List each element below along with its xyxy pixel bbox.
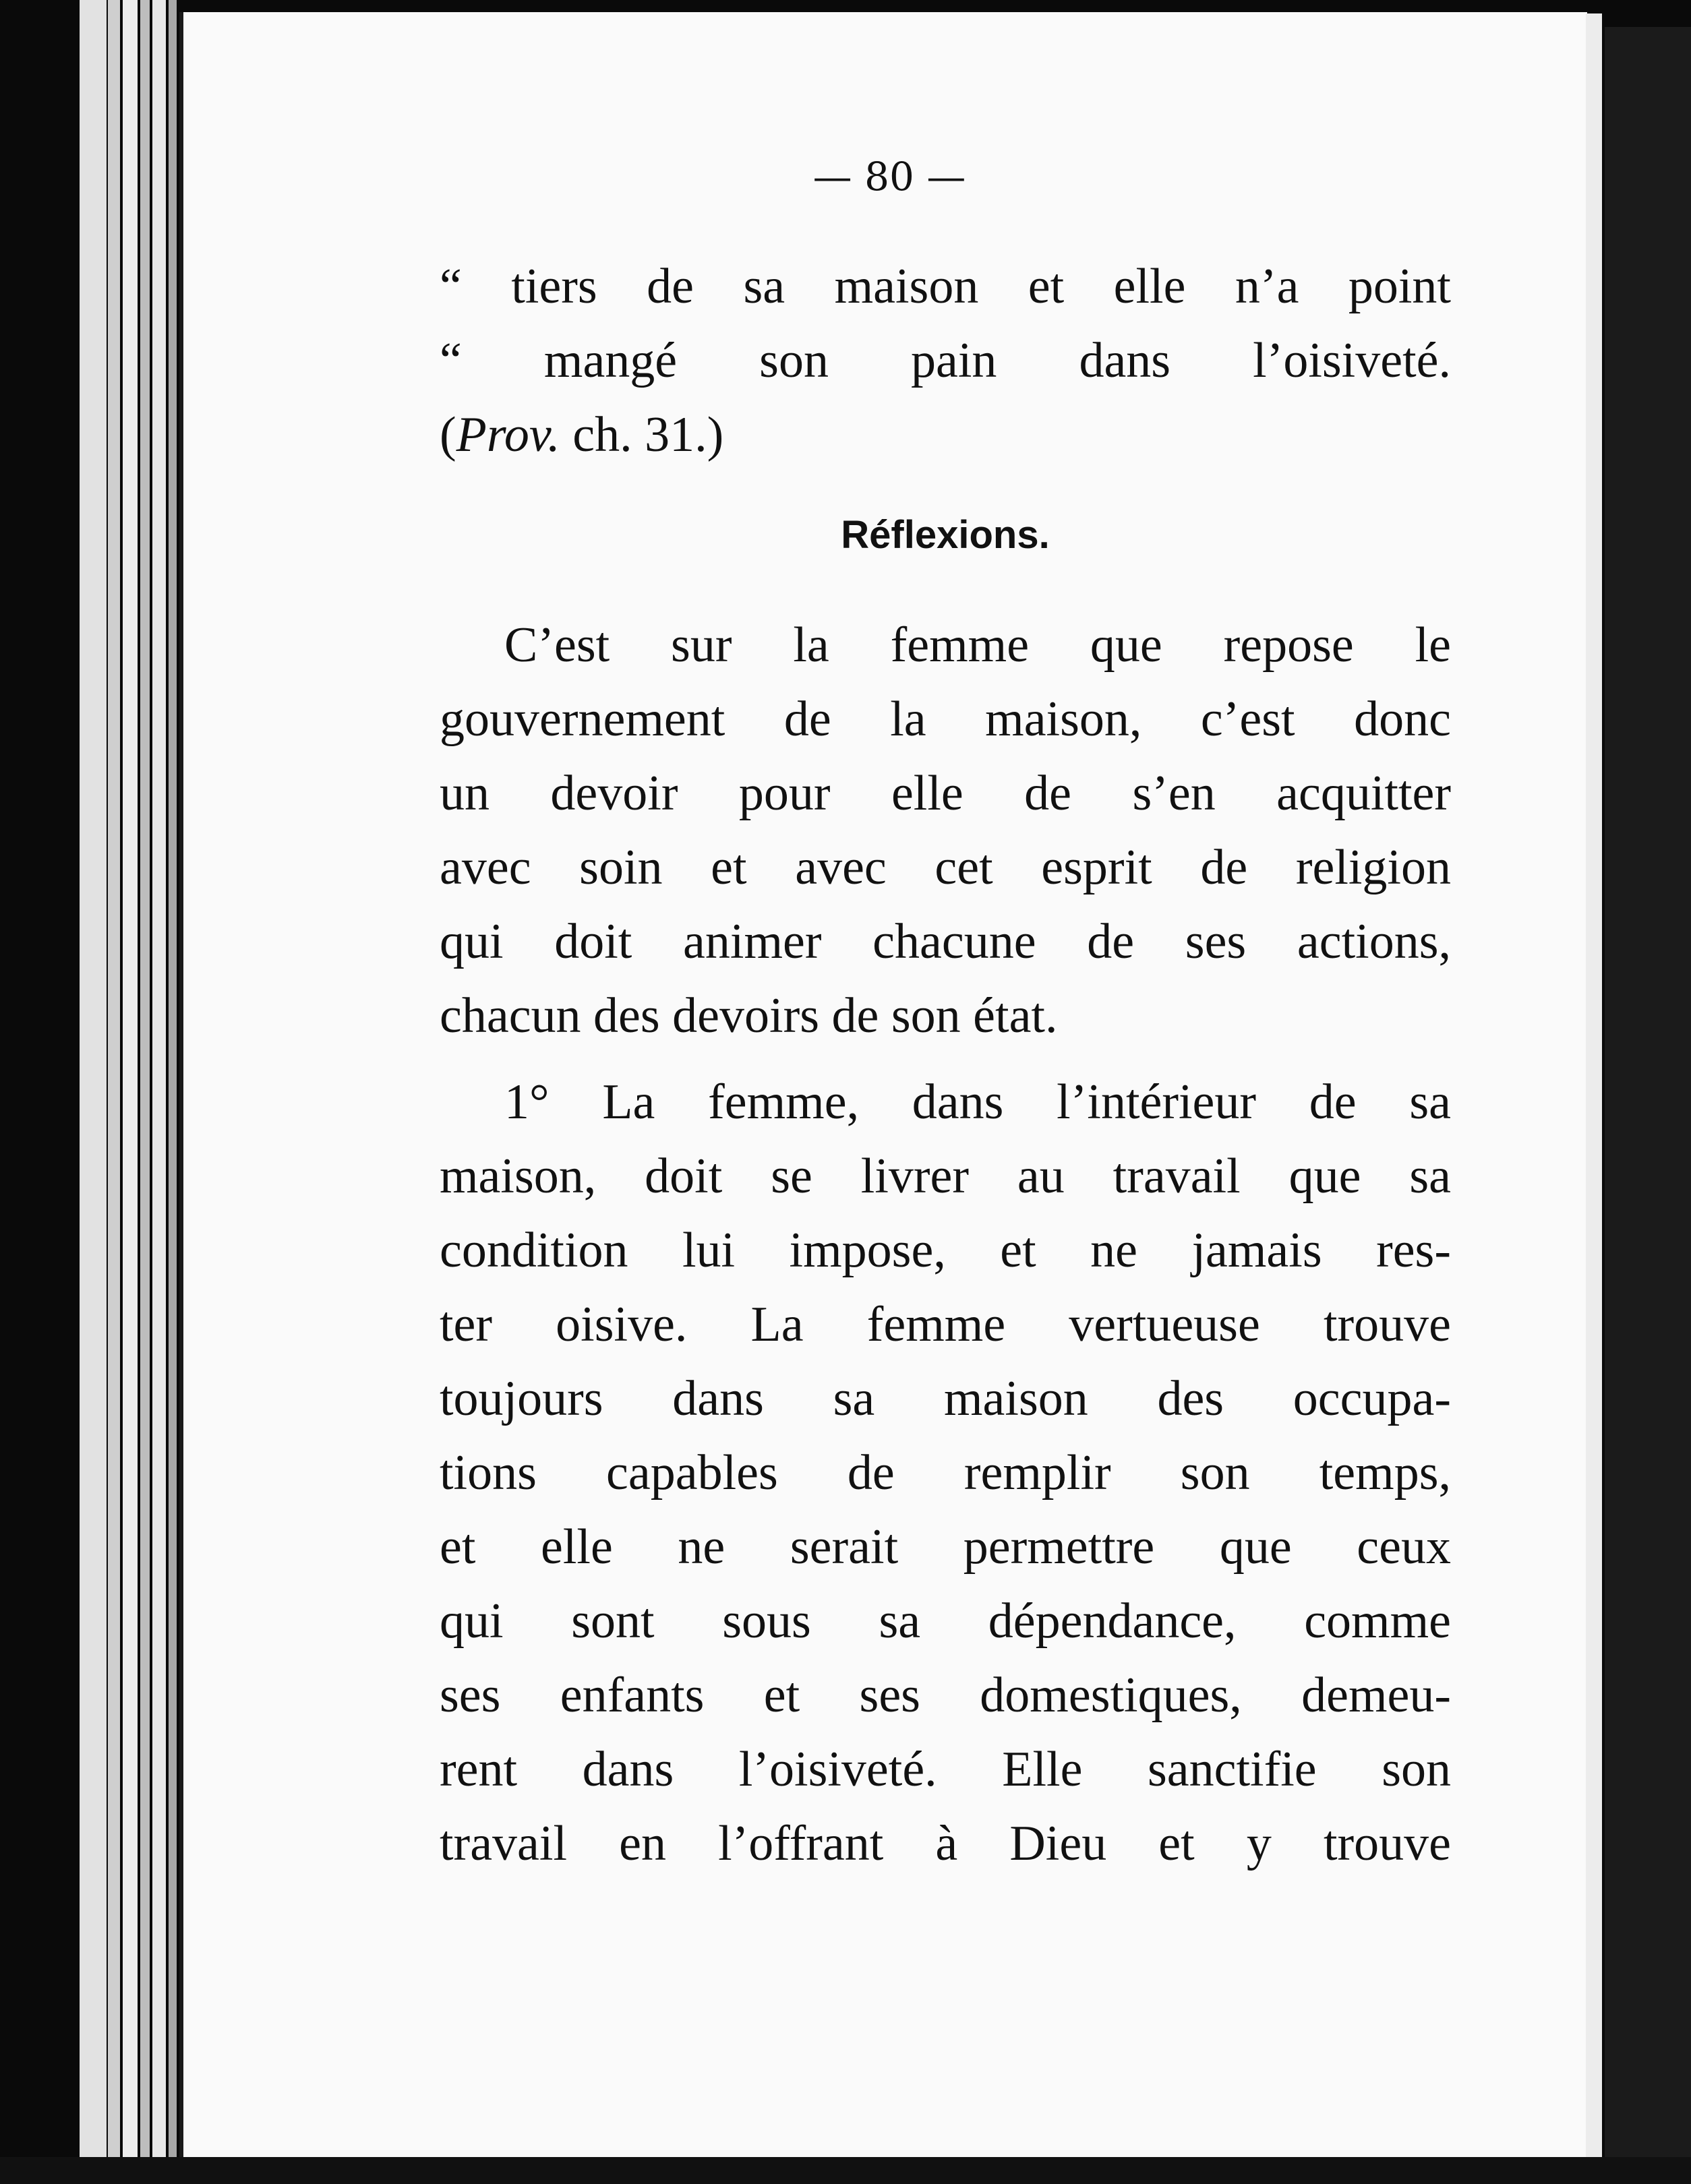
citation-open: (	[440, 407, 456, 462]
page-number: — 80 —	[812, 154, 966, 200]
paragraph-line: un devoir pour elle de s’en acquitter	[440, 766, 1451, 821]
paragraph-line: rent dans l’oisiveté. Elle sanctifie son	[440, 1742, 1451, 1797]
book-binding-shadow	[1605, 27, 1691, 2171]
paragraph-line: qui sont sous sa dépendance, comme	[440, 1594, 1451, 1649]
paragraph-line: gouvernement de la maison, c’est donc	[440, 692, 1451, 747]
page-edge	[80, 0, 107, 2184]
paragraph-line: avec soin et avec cet esprit de religion	[440, 840, 1451, 895]
page-edge	[123, 0, 138, 2184]
paragraph-line: ter oisive. La femme vertueuse trouve	[440, 1297, 1451, 1352]
paragraph-line: maison, doit se livrer au travail que sa	[440, 1149, 1451, 1204]
page-edge	[140, 0, 150, 2184]
quote-line: “ tiers de sa maison et elle n’a point	[440, 259, 1451, 314]
paragraph-line: C’est sur la femme que repose le	[504, 617, 1451, 673]
paragraph-line: chacun des devoirs de son état.	[440, 988, 1058, 1043]
paragraph-line: toujours dans sa maison des occupa-	[440, 1371, 1451, 1426]
page-edge-right	[1586, 13, 1602, 2171]
paragraph-line: condition lui impose, et ne jamais res-	[440, 1223, 1451, 1278]
paragraph-line: qui doit animer chacune de ses actions,	[440, 914, 1451, 969]
page-edge	[169, 0, 177, 2184]
citation-book: Prov.	[456, 407, 560, 462]
page-edge	[152, 0, 166, 2184]
citation	[440, 404, 1451, 465]
page-edge	[108, 0, 120, 2184]
quote-line: “ mangé son pain dans l’oisiveté.	[440, 333, 1451, 388]
paragraph-line: 1° La femme, dans l’intérieur de sa	[504, 1074, 1451, 1130]
paragraph-line: tions capables de remplir son temps,	[440, 1445, 1451, 1500]
paragraph-line: ses enfants et ses domestiques, demeu-	[440, 1668, 1451, 1723]
scan-bottom-border	[0, 2157, 1691, 2184]
paragraph-line: et elle ne serait permettre que ceux	[440, 1519, 1451, 1575]
citation-rest: ch. 31.)	[560, 407, 724, 462]
section-heading: Réflexions.	[841, 513, 1050, 557]
paragraph-line: travail en l’offrant à Dieu et y trouve	[440, 1816, 1451, 1871]
